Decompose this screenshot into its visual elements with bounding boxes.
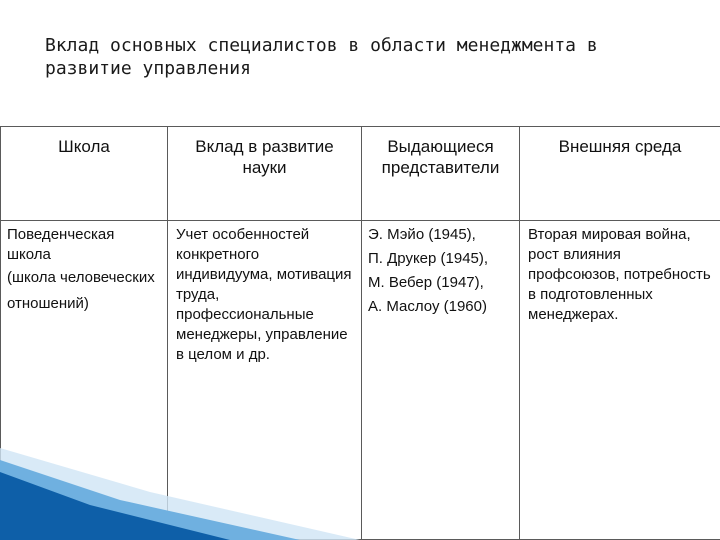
header-representatives: Выдающиеся представители (362, 127, 520, 221)
header-school: Школа (1, 127, 168, 221)
representative-item: Э. Мэйо (1945), (368, 226, 476, 243)
header-contribution: Вклад в развитие науки (168, 127, 362, 221)
representative-item: П. Друкер (1945), (368, 250, 489, 267)
cell-contribution: Учет особенностей конкретного индивидуума, мотивация труда, профессиональные менеджеры, управление в целом и др. (168, 221, 362, 540)
slide-title: Вклад основных специалистов в области менеджмента в развитие управления (45, 35, 598, 79)
cell-environment: Вторая мировая война, рост влияния профсоюзов, потребность в подготовленных менеджерах. (520, 221, 720, 540)
header-environment: Внешняя среда (520, 127, 720, 221)
school-name: Поведенческая школа (7, 226, 115, 263)
representative-item: А. Маслоу (1960) (368, 298, 487, 315)
representative-item: М. Вебер (1947), (368, 274, 484, 291)
school-note: (школа человеческих отношений) (7, 269, 155, 312)
